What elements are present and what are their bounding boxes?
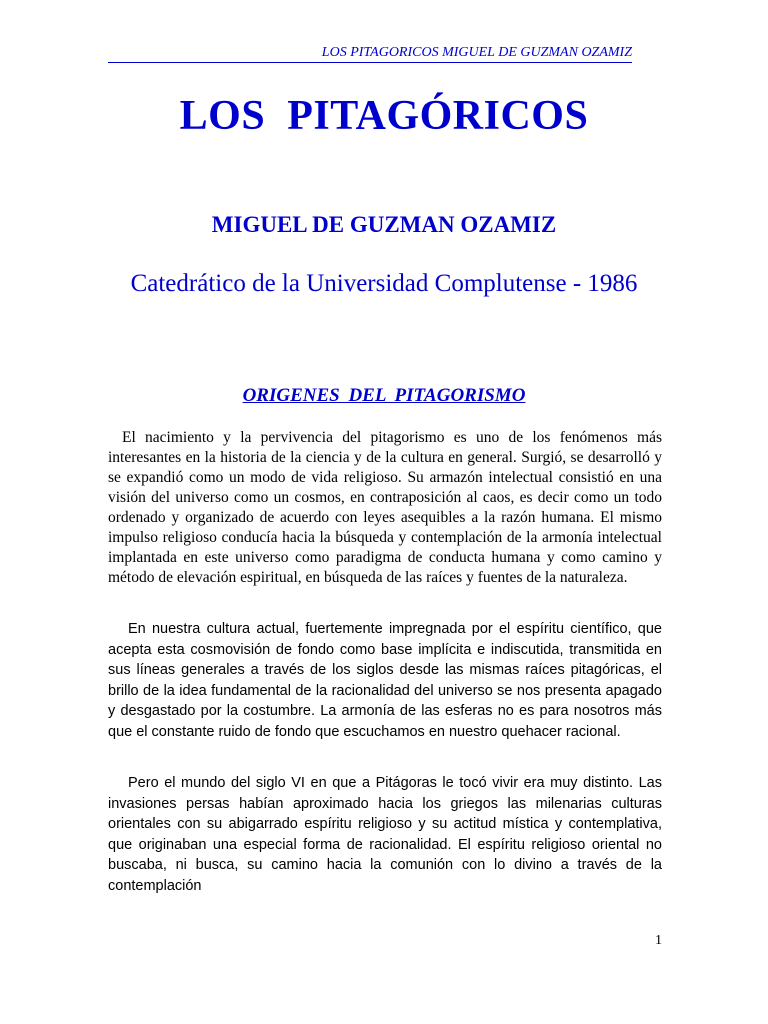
paragraph-3: Pero el mundo del siglo VI en que a Pitágoras le tocó vivir era muy distinto. Las invasiones persas habían aproximado hacia los griegos las milenarias culturas orientales con su abigarrado espíritu religioso y su actitud mística y contemplativa, que originaban una especial forma de racionalidad. El espíritu religioso oriental no buscaba, ni busca, su camino hacia la comunión con lo divino a través de la contemplación (108, 775, 662, 894)
paragraph-2: En nuestra cultura actual, fuertemente impregnada por el espíritu científico, que acepta esta cosmovisión de fondo como base implícita e indiscutida, transmitida en sus líneas generales a través de los siglos desde las mismas raíces pitagóricas, el brillo de la idea fundamental de la racionalidad del universo se nos presenta apagado y desgastado por la costumbre. La armonía de las esferas no es para nosotros más que el constante ruido de fondo que escuchamos en nuestro quehacer racional. (108, 621, 662, 740)
author-name: MIGUEL DE GUZMAN OZAMIZ (211, 212, 557, 237)
page-number: 1 (655, 933, 662, 948)
document-title: LOS PITAGÓRICOS (179, 93, 589, 139)
author-affiliation: Catedrático de la Universidad Complutense - 1986 (130, 270, 638, 297)
paragraph-1: El nacimiento y la pervivencia del pitagorismo es uno de los fenómenos más interesantes en la historia de la ciencia y de la cultura en general. Surgió, se desarrolló y se expandió como un modo de vida religioso. Su armazón intelectual consistió en una visión del universo como un cosmos, en contraposición al caos, es decir como un todo ordenado y organizado de acuerdo con leyes asequibles a la razón humana. El mismo impulso religioso conducía hacia la búsqueda y contemplación de la armonía intelectual implantada en este universo como paradigma de conducta humana y como camino y método de elevación espiritual, en búsqueda de las raíces y fuentes de la naturaleza. (108, 429, 662, 586)
running-header: LOS PITAGORICOS MIGUEL DE GUZMAN OZAMIZ (108, 44, 632, 63)
section-heading: ORIGENES DEL PITAGORISMO (242, 385, 526, 406)
